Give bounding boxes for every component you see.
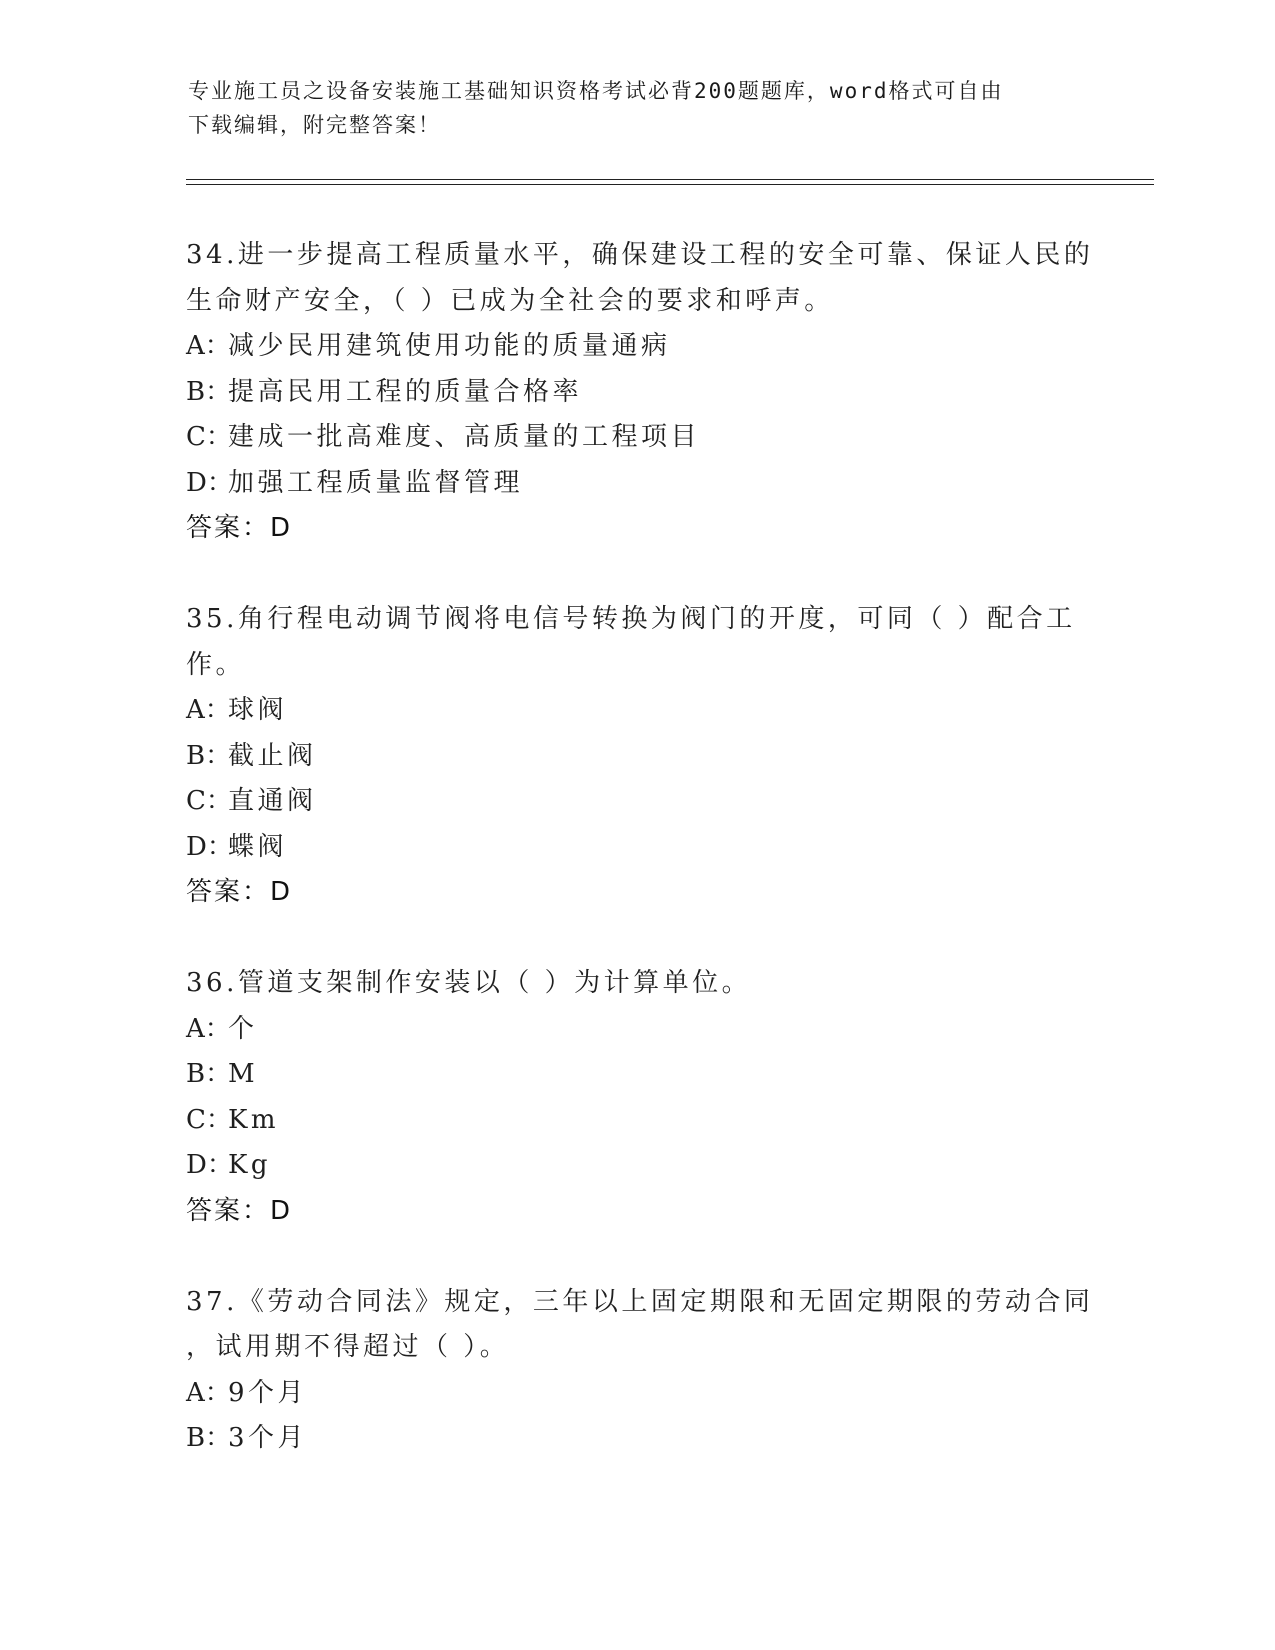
option-key: B：	[186, 1059, 232, 1089]
option-key: A：	[186, 1013, 231, 1044]
option-text: Kg	[228, 1150, 272, 1180]
answer-key: 答案：D	[186, 513, 293, 543]
answer-key: 答案：D	[186, 877, 293, 907]
question-stem-line: 37.《劳动合同法》规定，三年以上固定期限和无固定期限的劳动合同	[186, 1286, 1094, 1317]
option-key: C：	[186, 786, 232, 816]
header-divider-top	[186, 179, 1154, 180]
answer-option	[186, 1371, 1086, 1417]
answer-option	[186, 779, 1086, 825]
answer-option	[186, 1416, 1086, 1462]
option-key: A：	[186, 331, 231, 361]
option-text: 个	[228, 1013, 258, 1044]
option-key: B：	[186, 740, 232, 771]
question-block	[186, 961, 1086, 1234]
answer-option	[186, 1052, 1086, 1098]
option-text: 提高民用工程的质量合格率	[228, 376, 583, 407]
answer-option	[186, 461, 1086, 507]
question-block	[186, 597, 1086, 916]
question-stem-line: 作。	[186, 649, 246, 680]
option-key: C：	[186, 1104, 232, 1135]
answer-option	[186, 825, 1086, 871]
question-stem-line: ，试用期不得超过（ ）。	[186, 1332, 510, 1362]
answer-option	[186, 324, 1086, 370]
answer-option	[186, 1098, 1086, 1144]
option-key: D：	[186, 467, 233, 498]
question-block	[186, 233, 1094, 552]
option-text: 建成一批高难度、高质量的工程项目	[228, 422, 701, 452]
option-text: M	[228, 1059, 259, 1089]
option-text: 减少民用建筑使用功能的质量通病	[228, 331, 671, 361]
answer-option	[186, 688, 1086, 734]
option-text: 3个月	[228, 1423, 308, 1453]
answer-option	[186, 370, 1086, 416]
answer-key: 答案：D	[186, 1195, 293, 1226]
question-stem-line: 34.进一步提高工程质量水平，确保建设工程的安全可靠、保证人民的	[186, 240, 1094, 270]
answer-option	[186, 1007, 1086, 1053]
question-stem-line: 35.角行程电动调节阀将电信号转换为阀门的开度，可同（ ）配合工	[186, 604, 1076, 634]
answer-option	[186, 734, 1086, 780]
option-text: 直通阀	[228, 786, 317, 816]
option-text: 球阀	[228, 695, 288, 725]
option-key: A：	[186, 1377, 231, 1408]
header-divider-bottom	[186, 184, 1154, 185]
option-key: D：	[186, 831, 233, 862]
header-title-line-2: 下载编辑，附完整答案！	[188, 113, 441, 137]
header-title-line-1: 专业施工员之设备安装施工基础知识资格考试必背200题题库，word格式可自由	[188, 79, 1004, 103]
option-text: Km	[228, 1104, 280, 1135]
question-spacer	[186, 1234, 1086, 1280]
option-key: A：	[186, 695, 231, 725]
option-text: 9个月	[228, 1377, 308, 1408]
option-key: B：	[186, 1423, 232, 1453]
option-key: B：	[186, 376, 232, 407]
question-spacer	[186, 916, 1086, 962]
option-text: 截止阀	[228, 740, 317, 771]
answer-option	[186, 1143, 1086, 1189]
option-key: D：	[186, 1150, 233, 1180]
option-text: 蝶阀	[228, 831, 288, 862]
option-key: C：	[186, 422, 232, 452]
document-header	[188, 74, 1088, 142]
question-stem-line: 36.管道支架制作安装以（ ）为计算单位。	[186, 968, 752, 998]
question-list	[186, 233, 1094, 1462]
question-block	[186, 1280, 1094, 1462]
question-spacer	[186, 552, 1086, 598]
question-stem-line: 生命财产安全，（ ）已成为全社会的要求和呼声。	[186, 285, 834, 316]
option-text: 加强工程质量监督管理	[228, 467, 524, 498]
answer-option	[186, 415, 1086, 461]
